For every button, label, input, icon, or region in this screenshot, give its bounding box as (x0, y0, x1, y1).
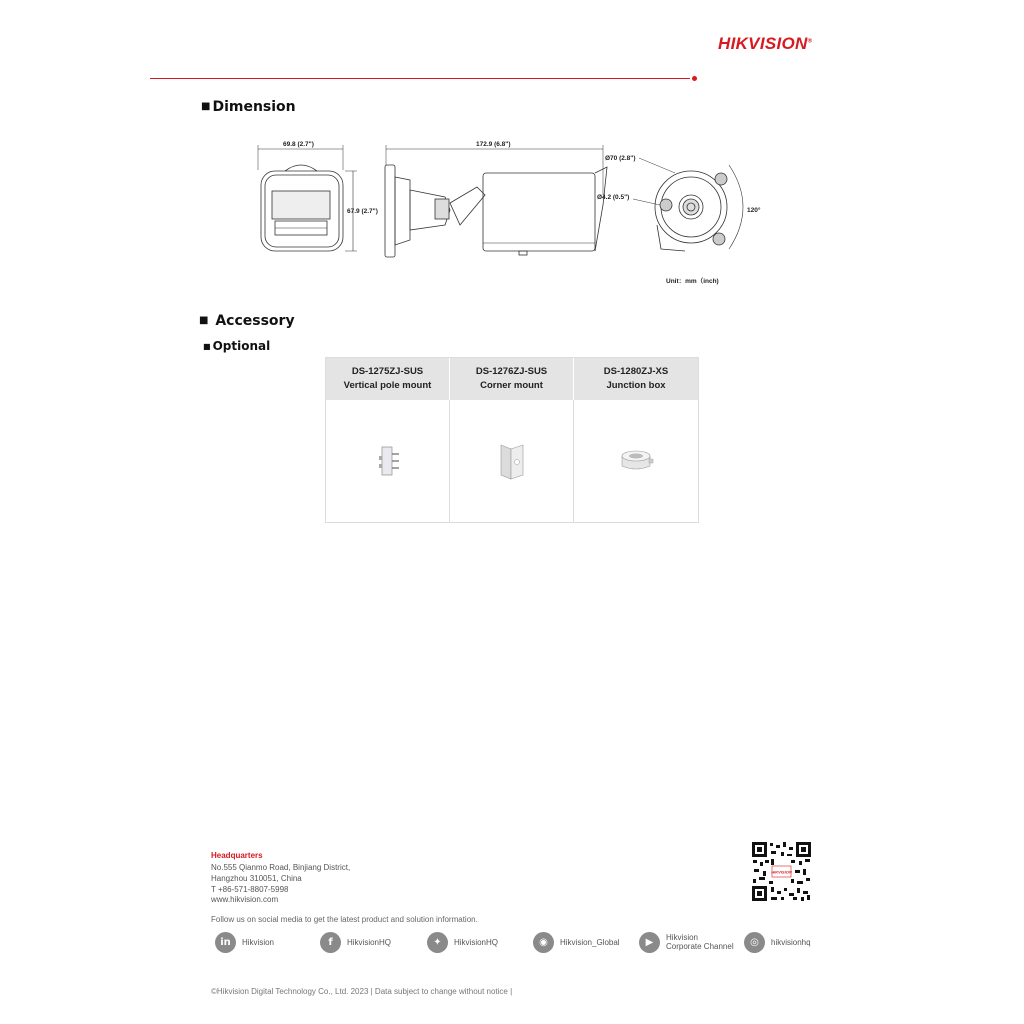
header-rule-dot (692, 76, 697, 81)
svg-text:HIKVISION: HIKVISION (771, 869, 792, 875)
svg-text:67.9 (2.7"): 67.9 (2.7") (347, 208, 378, 215)
linkedin-icon: in (215, 932, 236, 953)
pole-mount-icon (373, 444, 403, 478)
youtube-icon: ▶ (639, 932, 660, 953)
facebook-icon: f (320, 932, 341, 953)
svg-text:120°: 120° (747, 207, 761, 214)
hq-title: Headquarters (211, 851, 263, 860)
address-website[interactable]: www.hikvision.com (211, 895, 279, 904)
junction-box-icon (616, 448, 656, 474)
svg-text:69.8 (2.7"): 69.8 (2.7") (283, 141, 314, 148)
accessory-image-cell-3 (574, 400, 698, 522)
social-instagram[interactable]: ◎ hikvisionhq (744, 930, 811, 954)
accessory-heading: ■ Accessory (199, 313, 295, 329)
copyright-text: ©Hikvision Digital Technology Co., Ltd. 2023 | Data subject to change without notice | (211, 987, 513, 996)
corner-mount-icon (497, 441, 527, 481)
social-twitter[interactable]: ✦ HikvisionHQ (427, 930, 498, 954)
address-line-1: No.555 Qianmo Road, Binjiang District, (211, 863, 351, 872)
header-rule (150, 78, 690, 79)
accessory-image-cell-2 (450, 400, 574, 522)
svg-text:172.9 (6.8"): 172.9 (6.8") (476, 141, 511, 148)
social-youtube[interactable]: ▶ Hikvision Corporate Channel (639, 930, 734, 954)
accessory-header-2: DS-1276ZJ-SUS Corner mount (450, 358, 574, 400)
instagram-icon: ◎ (744, 932, 765, 953)
social-linkedin[interactable]: in Hikvision (215, 930, 274, 954)
optional-heading: ■ Optional (203, 339, 271, 353)
svg-text:Unit：mm（inch): Unit：mm（inch) (666, 278, 719, 285)
dimension-drawing (245, 135, 780, 290)
accessory-header-3: DS-1280ZJ-XS Junction box (574, 358, 698, 400)
address-line-2: Hangzhou 310051, China (211, 874, 302, 883)
svg-text:Ø4.2 (0.5"): Ø4.2 (0.5") (597, 194, 630, 201)
social-facebook[interactable]: f HikvisionHQ (320, 930, 391, 954)
social-wechat[interactable]: ◉ Hikvision_Global (533, 930, 620, 954)
qr-code-icon (751, 841, 812, 902)
accessory-image-cell-1 (326, 400, 450, 522)
accessory-header-1: DS-1275ZJ-SUS Vertical pole mount (326, 358, 450, 400)
dimension-heading: ■ Dimension (201, 99, 296, 115)
address-phone: T +86-571-8807-5998 (211, 885, 289, 894)
follow-text: Follow us on social media to get the latest product and solution information. (211, 915, 478, 924)
accessory-table (325, 357, 699, 523)
wechat-icon: ◉ (533, 932, 554, 953)
hikvision-logo: HIKVISION® (718, 34, 813, 53)
svg-text:Ø70 (2.8"): Ø70 (2.8") (605, 155, 636, 162)
twitter-icon: ✦ (427, 932, 448, 953)
